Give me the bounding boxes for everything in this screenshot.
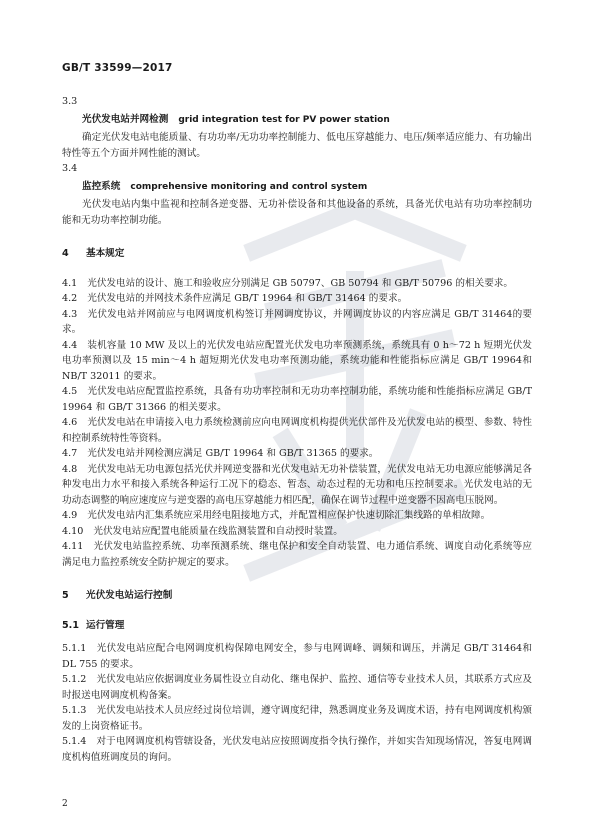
clause-number: 4.10 [62,525,84,537]
subsection-title: 运行管理 [86,619,125,631]
section-title: 光伏发电站运行控制 [86,590,173,601]
subsection-heading [62,618,532,634]
clause [62,508,532,524]
term-title [82,112,532,129]
clause [62,524,532,540]
term-title [82,179,532,196]
section-number: 4 [62,248,69,259]
clause-number: 4.3 [62,308,78,320]
page-number: 2 [62,799,68,809]
section-4-clauses [62,276,532,571]
clause [62,338,532,385]
clause [62,415,532,446]
term-3-3 [62,94,532,161]
term-title-en: grid integration test for PV power station [178,114,390,125]
clause-number: 5.1.2 [62,674,87,685]
clause-text: 光伏发电站在申请接入电力系统检测前应向电网调度机构提供光伏部件及光伏发电站的模型、参数、特性和控制系统特性等资料。 [62,417,532,444]
section-5-clauses [62,641,532,765]
clause-number: 5.1.3 [62,705,87,716]
clause-number: 4.9 [62,510,78,521]
clause-number: 4.8 [62,463,78,475]
clause-text: 光伏发电站监控系统、功率预测系统、继电保护和安全自动装置、电力通信系统、调度自动化系统等应满足电力监控系统安全防护规定的要求。 [62,541,532,568]
clause [62,703,532,734]
clause [62,672,532,703]
clause-number: 4.2 [62,293,78,304]
term-title-cn: 光伏发电站并网检测 [82,113,169,125]
clause-number: 4.7 [62,448,78,459]
clause-text: 光伏发电站应依据调度业务属性设立自动化、继电保护、监控、通信等专业技术人员，其联系方式应及时报送电网调度机构备案。 [62,674,532,701]
clause [62,641,532,672]
clause [62,462,532,509]
section-number: 5 [62,590,69,601]
term-3-4 [62,161,532,228]
clause-number: 4.4 [62,339,78,351]
clause-number: 5.1.4 [62,736,87,747]
clause [62,291,532,307]
term-number: 3.4 [62,163,78,174]
clause-number: 4.1 [62,277,78,289]
clause [62,276,532,292]
clause-text: 光伏发电站技术人员应经过岗位培训，遵守调度纪律，熟悉调度业务及调度术语，持有电网调度机构颁发的上岗资格证书。 [62,705,532,732]
term-title-en: comprehensive monitoring and control system [130,181,368,192]
clause [62,384,532,415]
term-definition: 光伏发电站内集中监视和控制各逆变器、无功补偿设备和其他设备的系统，具备光伏电站有功功率控制功能和无功功率控制功能。 [62,199,532,226]
clause-text: 光伏发电站内汇集系统应采用经电阻接地方式，并配置相应保护快速切除汇集线路的单相故障。 [87,510,491,521]
clause-text: 光伏发电站的设计、施工和验收应分别满足 GB 50797、GB 50794 和 GB/T 50796 的相关要求。 [87,277,513,289]
clause [62,539,532,570]
term-number: 3.3 [62,96,78,107]
subsection-number: 5.1 [62,619,79,631]
term-definition: 确定光伏发电站电能质量、有功功率/无功功率控制能力、低电压穿越能力、电压/频率适应能力、有功输出特性等五个方面并网性能的测试。 [62,132,532,159]
section-title: 基本规定 [86,248,125,259]
clause [62,734,532,765]
section-heading [62,246,532,262]
clause-text: 光伏发电站应配置监控系统，具备有功功率控制和无功功率控制功能，系统功能和性能指标应满足 GB/T 19964 和 GB/T 31366 的相关要求。 [62,386,532,413]
clause-number: 4.5 [62,386,78,397]
clause-number: 4.6 [62,417,78,428]
standard-code: GB/T 33599—2017 [62,62,173,74]
clause-text: 装机容量 10 MW 及以上的光伏发电站应配置光伏发电功率预测系统，系统具有 0 h～72 h 短期光伏发电功率预测以及 15 min～4 h 超短期光伏发电功率预测功能，系统功能和性能指标应满足 GB/T 19964和 NB/T 32011 的要求。 [62,339,532,382]
clause-text: 光伏发电站应配置电能质量在线监测装置和自动授时装置。 [93,525,343,537]
clause-text: 对于电网调度机构管辖设备，光伏发电站应按照调度指令执行操作，并如实告知现场情况，答复电网调度机构值班调度员的询问。 [62,736,532,763]
main-content [62,94,532,765]
term-title-cn: 监控系统 [82,180,121,192]
clause-text: 光伏发电站并网前应与电网调度机构签订并网调度协议，并网调度协议的内容应满足 GB/T 31464的要求。 [62,308,532,335]
clause [62,446,532,462]
clause-text: 光伏发电站并网检测应满足 GB/T 19964 和 GB/T 31365 的要求。 [87,448,379,459]
clause [62,307,532,338]
clause-text: 光伏发电站应配合电网调度机构保障电网安全，参与电网调峰、调频和调压，并满足 GB/T 31464和 DL 755 的要求。 [62,643,532,670]
clause-number: 5.1.1 [62,643,87,654]
clause-text: 光伏发电站的并网技术条件应满足 GB/T 19964 和 GB/T 31464 的要求。 [87,293,408,304]
clause-number: 4.11 [62,541,84,552]
section-heading [62,588,532,604]
clause-text: 光伏发电站无功电源包括光伏并网逆变器和光伏发电站无功补偿装置，光伏发电站无功电源应能够满足各种发电出力水平和接入系统各种运行工况下的稳态、暂态、动态过程的无功和电压控制要求。光伏发电站的无功动态调整的响应速度应与逆变器的高电压穿越能力相匹配，确保在调节过程中逆变器不因高电压脱网。 [62,463,532,506]
